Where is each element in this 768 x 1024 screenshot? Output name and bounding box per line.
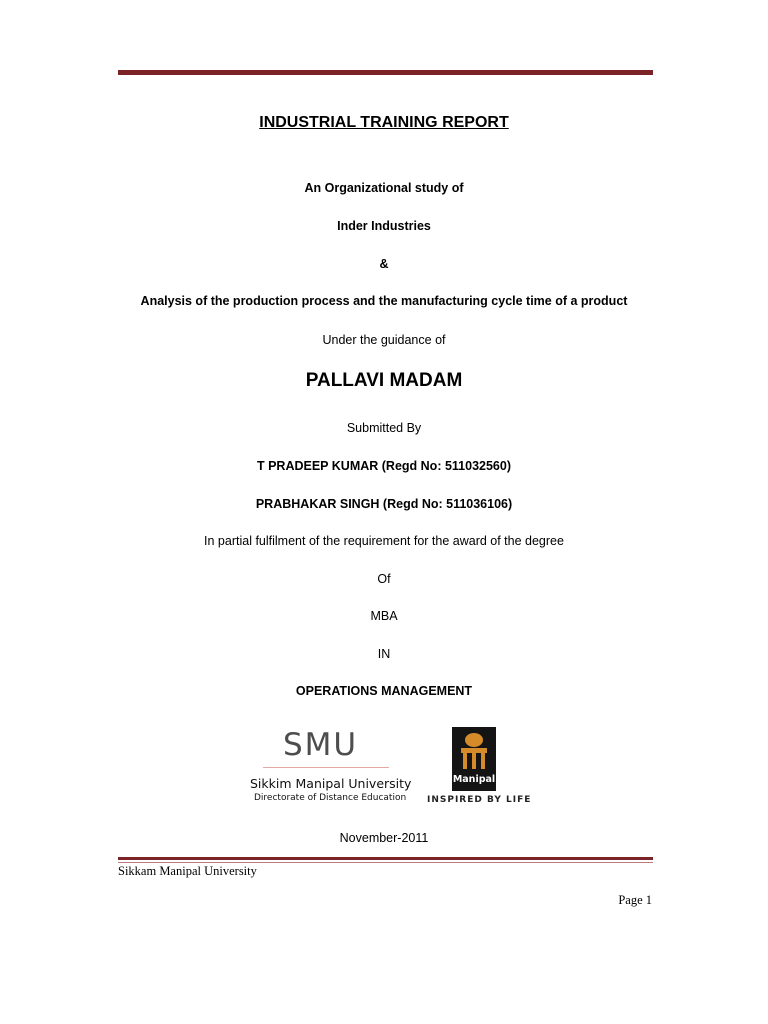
smu-logo-divider: [263, 767, 389, 768]
student-2: PRABHAKAR SINGH (Regd No: 511036106): [255, 497, 513, 511]
guidance-label: Under the guidance of: [322, 333, 446, 347]
page-number: Page 1: [618, 893, 652, 907]
smu-logo-name: Sikkim Manipal University: [250, 776, 412, 791]
header-rule: [118, 70, 653, 75]
logos-row: [0, 724, 768, 814]
smu-logo: [250, 724, 420, 814]
submitted-by-label: Submitted By: [346, 421, 422, 435]
ampersand: &: [379, 257, 389, 271]
specialization-text: OPERATIONS MANAGEMENT: [295, 684, 473, 698]
manipal-emblem: [452, 727, 496, 791]
footer-rule: [118, 857, 653, 860]
report-date: November-2011: [339, 831, 429, 845]
smu-logo-subtitle: Directorate of Distance Education: [254, 793, 407, 803]
footer-university: Sikkam Manipal University: [118, 864, 257, 878]
company-name: Inder Industries: [337, 219, 431, 233]
of-text: Of: [377, 572, 391, 586]
footer-rule-thin: [118, 862, 653, 863]
manipal-tagline: INSPIRED BY LIFE: [427, 795, 532, 805]
fulfilment-text: In partial fulfilment of the requirement for the award of the degree: [204, 534, 564, 548]
manipal-wordmark: Manipal: [452, 774, 496, 785]
degree-text: MBA: [370, 609, 398, 623]
analysis-topic: Analysis of the production process and the manufacturing cycle time of a product: [140, 294, 628, 308]
smu-logo-mark: SMU: [283, 727, 359, 763]
study-intro: An Organizational study of: [304, 181, 464, 195]
guide-name: PALLAVI MADAM: [305, 370, 463, 391]
report-title: INDUSTRIAL TRAINING REPORT: [259, 114, 509, 131]
student-1: T PRADEEP KUMAR (Regd No: 511032560): [256, 459, 511, 473]
in-text: IN: [377, 647, 391, 661]
manipal-logo: [424, 727, 532, 811]
